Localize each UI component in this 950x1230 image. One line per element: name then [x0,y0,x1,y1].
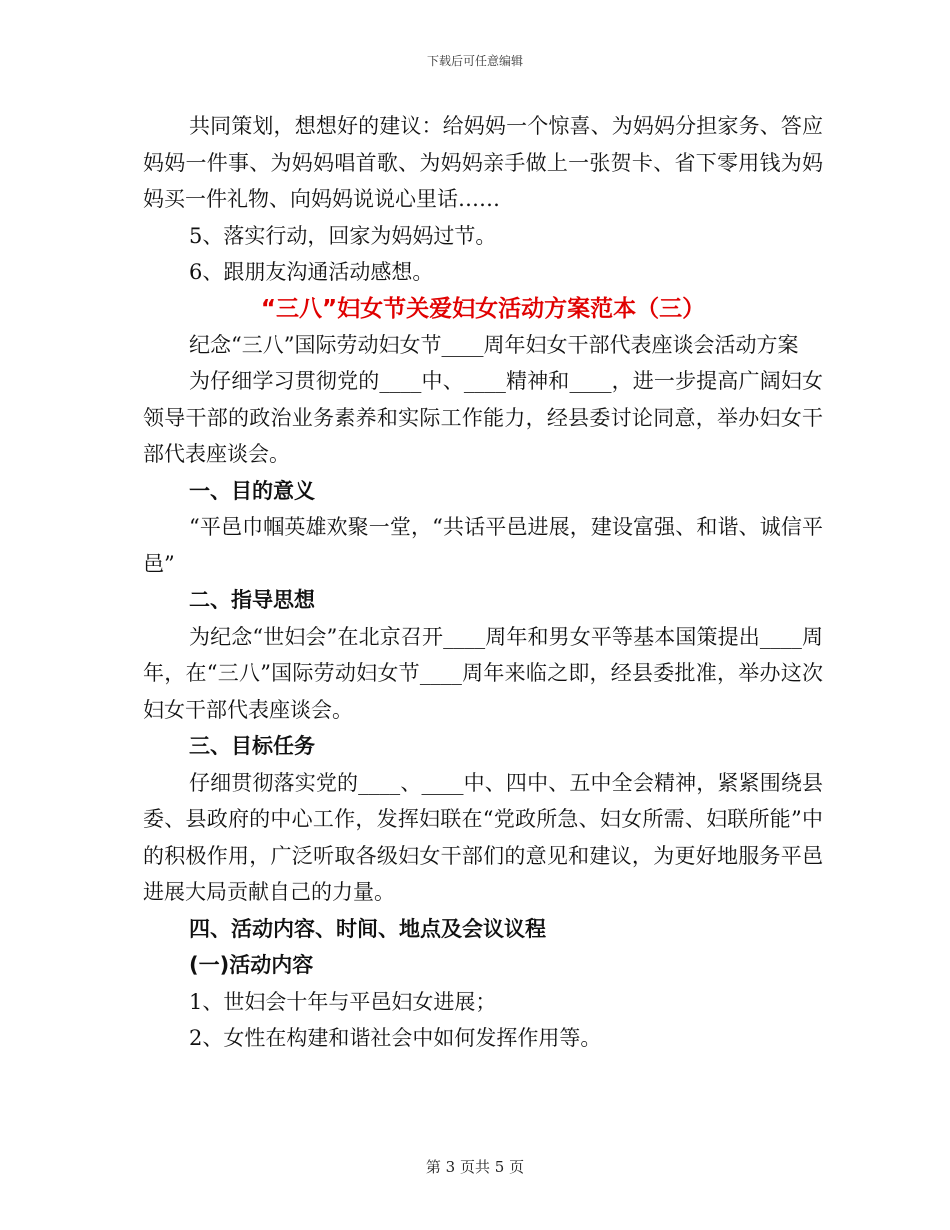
paragraph: 5、落实行动，回家为妈妈过节。 [189,223,497,248]
list-item: 1、世妇会十年与平邑妇女进展； [189,989,497,1014]
page-footer: 第 3 页共 5 页 [425,1158,525,1176]
paragraph: “平邑巾帼英雄欢聚一堂，“共话平邑进展，建设富强、和谐、诚信平邑” [143,515,823,576]
page-header: 下载后可任意编辑 [426,54,523,68]
section-heading: 四、活动内容、时间、地点及会议议程 [189,916,546,941]
section-heading: (一)活动内容 [189,953,314,977]
paragraph: 纪念“三八”国际劳动妇女节____周年妇女干部代表座谈会活动方案 [189,332,799,357]
list-item: 2、女性在构建和谐社会中如何发挥作用等。 [189,1026,602,1050]
paragraph: 仔细贯彻落实党的____、____中、四中、五中全会精神，紧紧围绕县委、县政府的中心工作，发挥妇联在“党政所急、妇女所需、妇联所能”中的积极作用，广泛听取各级妇女干部们的意见和建议，为更好地服务平邑进展大局贡献自己的力量。 [143,770,823,904]
paragraph: 为纪念“世妇会”在北京召开____周年和男女平等基本国策提出____周年，在“三八”国际劳动妇女节____周年来临之即，经县委批准，举办这次妇女干部代表座谈会。 [143,624,823,722]
document-body [143,108,823,1057]
section-heading: 三、目标任务 [189,734,315,758]
section-heading: 一、目的意义 [189,478,315,503]
paragraph: 为仔细学习贯彻党的____中、____精神和____，进一步提高广阔妇女领导干部的政治业务素养和实际工作能力，经县委讨论同意，举办妇女干部代表座谈会。 [143,369,823,466]
paragraph: 6、跟朋友沟通活动感想。 [189,260,434,284]
paragraph: 共同策划，想想好的建议：给妈妈一个惊喜、为妈妈分担家务、答应妈妈一件事、为妈妈唱首歌、为妈妈亲手做上一张贺卡、省下零用钱为妈妈买一件礼物、向妈妈说说心里话…… [143,114,823,211]
section-title: “三八”妇女节关爱妇女活动方案范本（三） [260,295,706,322]
section-heading: 二、指导思想 [189,588,315,612]
